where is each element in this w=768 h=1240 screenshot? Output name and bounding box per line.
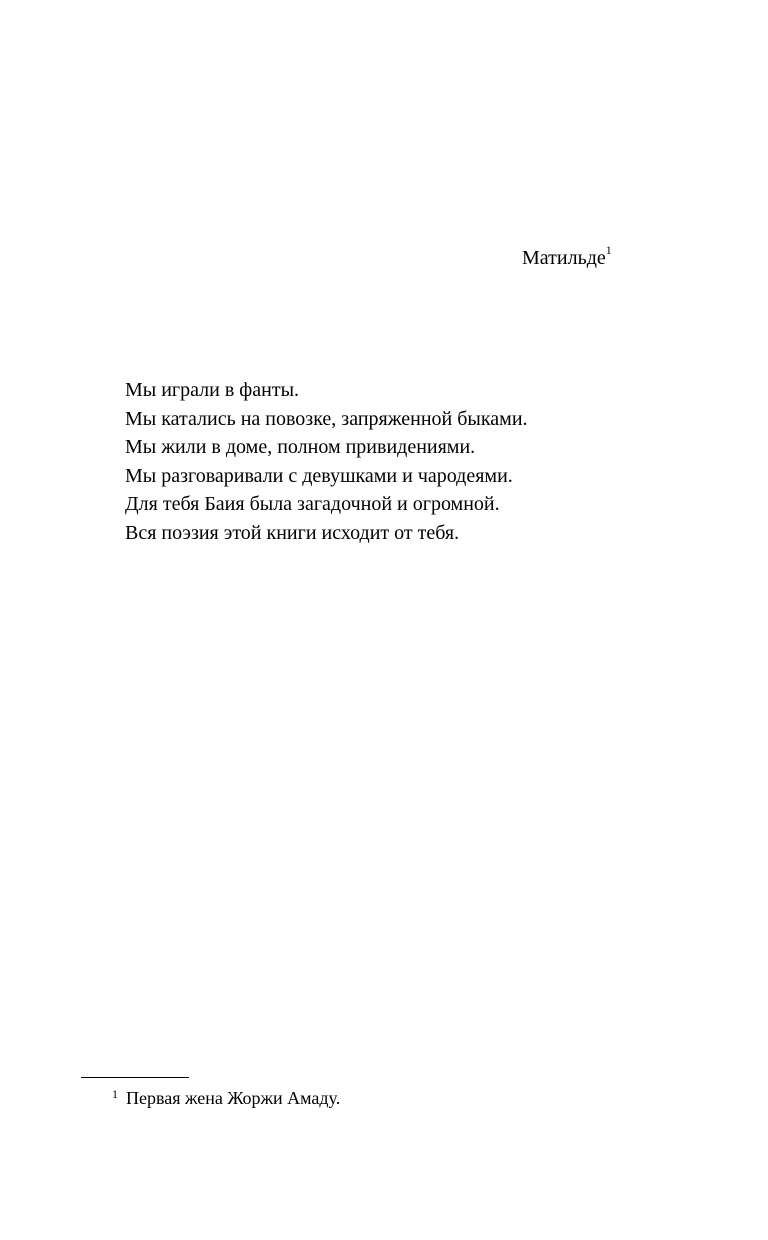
poem-line: Мы играли в фанты. [125,379,300,401]
footnote-mark: 1 [112,1087,118,1101]
dedication-name: Матильде [522,247,606,269]
poem [125,376,528,547]
dedication [522,244,612,272]
poem-line: Мы катались на повозке, запряженной быками. [125,407,528,430]
footnote-reference[interactable]: 1 [605,243,612,258]
poem-line: Мы жили в доме, полном привидениями. [125,436,476,458]
footnote [112,1086,340,1112]
footnote-separator [81,1077,189,1078]
poem-line: Мы разговаривали с девушками и чародеями. [125,464,513,487]
footnote-text: Первая жена Жоржи Амаду. [126,1088,341,1108]
poem-line: Для тебя Баия была загадочной и огромной. [125,493,500,515]
poem-line: Вся поэзия этой книги исходит от тебя. [125,521,460,544]
